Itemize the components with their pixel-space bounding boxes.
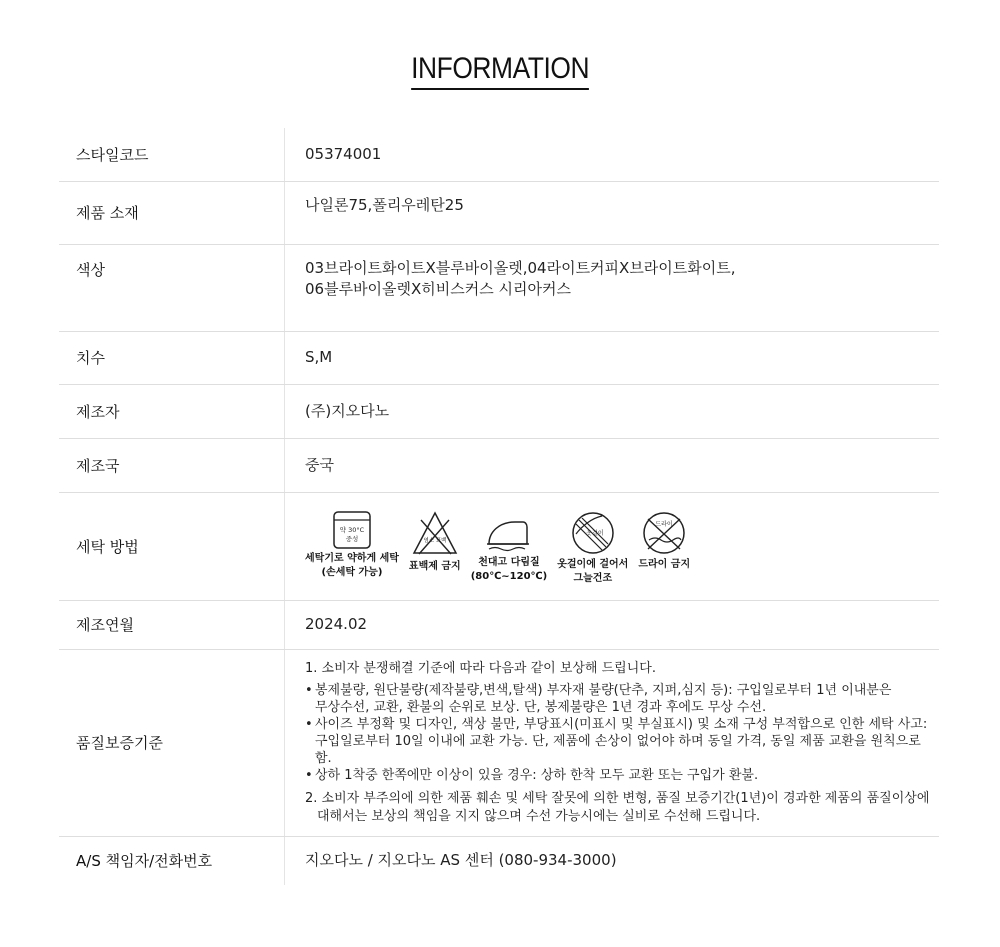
row-style-code xyxy=(59,128,939,181)
row-maker xyxy=(59,384,939,438)
quality-item-2a: 2. 소비자 부주의에 의한 제품 훼손 및 세탁 잘못에 의한 변형, 품질 보증기간(1년)이 경과한 제품의 품질이상에 xyxy=(305,790,930,806)
quality-bullet-1 xyxy=(305,682,938,716)
bleach-caption xyxy=(409,560,461,574)
hang-caption-2: 그늘건조 xyxy=(573,573,613,584)
value-color xyxy=(285,244,940,331)
wash-item-bleach xyxy=(409,510,461,574)
quality-bullet-3: • 상하 1착중 한쪽에만 이상이 있을 경우: 상하 한착 모두 교환 또는 구입가 환불. xyxy=(305,767,938,784)
quality-bullet-1b: 무상수선, 교환, 환불의 순위로 보상. 단, 봉제불량은 1년 경과 후에도 무상 수선. xyxy=(315,699,767,715)
quality-item-1: 1. 소비자 분쟁해결 기준에 따라 다음과 같이 보상해 드립니다. xyxy=(305,660,656,676)
label-date: 제조연월 xyxy=(59,600,285,649)
value-size: S,M xyxy=(285,331,940,384)
color-line-2: 06블루바이올렛X히비스커스 시리아커스 xyxy=(305,279,571,298)
quality-bullet-2b: 구입일로부터 10일 이내에 교환 가능. 단, 제품에 손상이 없어야 하며 동일 가격, 동일 제품 교환을 원칙으로 함. xyxy=(315,733,921,766)
quality-bullet-2a: 사이즈 부정확 및 디자인, 색상 불만, 부당표시(미표시 및 부실표시) 및 소재 구성 부적합으로 인한 세탁 사고: xyxy=(315,716,928,732)
label-quality: 품질보증기준 xyxy=(59,649,285,836)
machine-icon-temp: 약 30°C xyxy=(339,526,365,534)
wash-item-hang xyxy=(557,510,628,586)
label-wash: 세탁 방법 xyxy=(59,492,285,600)
machine-caption xyxy=(305,552,399,580)
label-size: 치수 xyxy=(59,331,285,384)
label-color: 색상 xyxy=(59,244,285,331)
quality-item-2 xyxy=(305,790,938,826)
row-quality xyxy=(59,649,939,836)
bleach-icon-text: 염소 표백 xyxy=(423,538,447,544)
iron-caption-2: (80℃~120℃) xyxy=(470,571,548,582)
color-line-1: 03브라이트화이트X블루바이올렛,04라이트커피X브라이트화이트, xyxy=(305,258,736,277)
hang-caption xyxy=(557,558,628,586)
label-material: 제품 소재 xyxy=(59,181,285,244)
row-date xyxy=(59,600,939,649)
page-title: INFORMATION xyxy=(411,52,589,90)
no-dry-clean-icon xyxy=(641,510,687,556)
value-style-code: 05374001 xyxy=(285,128,940,181)
value-wash xyxy=(285,492,940,600)
quality-bullet-2 xyxy=(305,716,938,767)
no-bleach-icon xyxy=(411,510,459,558)
iron-caption-1: 천대고 다림질 xyxy=(478,557,540,568)
value-quality xyxy=(285,649,940,836)
hang-caption-1: 옷걸이에 걸어서 xyxy=(557,559,629,570)
machine-caption-2: (손세탁 가능) xyxy=(321,567,383,578)
value-country: 중국 xyxy=(285,438,940,492)
row-size xyxy=(59,331,939,384)
info-table xyxy=(59,128,939,885)
value-maker: (주)지오다노 xyxy=(285,384,940,438)
wash-item-iron xyxy=(471,510,548,584)
dry-caption xyxy=(638,558,690,572)
row-color xyxy=(59,244,939,331)
row-country xyxy=(59,438,939,492)
washing-machine-30c-icon xyxy=(332,510,372,550)
label-style-code: 스타일코드 xyxy=(59,128,285,181)
value-date: 2024.02 xyxy=(285,600,940,649)
label-country: 제조국 xyxy=(59,438,285,492)
iron-icon xyxy=(483,510,535,554)
quality-bullet-1a: 봉제불량, 원단불량(제작불량,변색,탈색) 부자재 불량(단추, 지퍼,심지 등): 구입일로부터 1년 이내분은 xyxy=(315,682,892,698)
iron-caption xyxy=(471,556,548,584)
machine-caption-1: 세탁기로 약하게 세탁 xyxy=(305,553,399,564)
hang-dry-shade-icon xyxy=(570,510,616,556)
machine-icon-neutral: 중성 xyxy=(345,535,359,543)
quality-item-2b: 대해서는 보상의 책임을 지지 않으며 수선 가능시에는 실비로 수선해 드립니다. xyxy=(317,808,761,824)
title-wrap xyxy=(0,52,1000,90)
wash-item-dry xyxy=(638,510,690,572)
bleach-caption-1: 표백제 금지 xyxy=(408,561,461,572)
wash-icons xyxy=(305,506,938,586)
value-as: 지오다노 / 지오다노 AS 센터 (080-934-3000) xyxy=(305,851,617,870)
hang-icon-text: 옷걸이 xyxy=(586,530,604,537)
row-as xyxy=(59,836,939,885)
dry-caption-1: 드라이 금지 xyxy=(638,559,691,570)
value-material: 나일론75,폴리우레탄25 xyxy=(285,181,940,244)
row-wash xyxy=(59,492,939,600)
wash-item-machine xyxy=(305,510,399,580)
dry-icon-text: 드라이 xyxy=(655,521,673,528)
label-maker: 제조자 xyxy=(59,384,285,438)
label-as: A/S 책임자/전화번호 xyxy=(59,836,285,885)
row-material xyxy=(59,181,939,244)
